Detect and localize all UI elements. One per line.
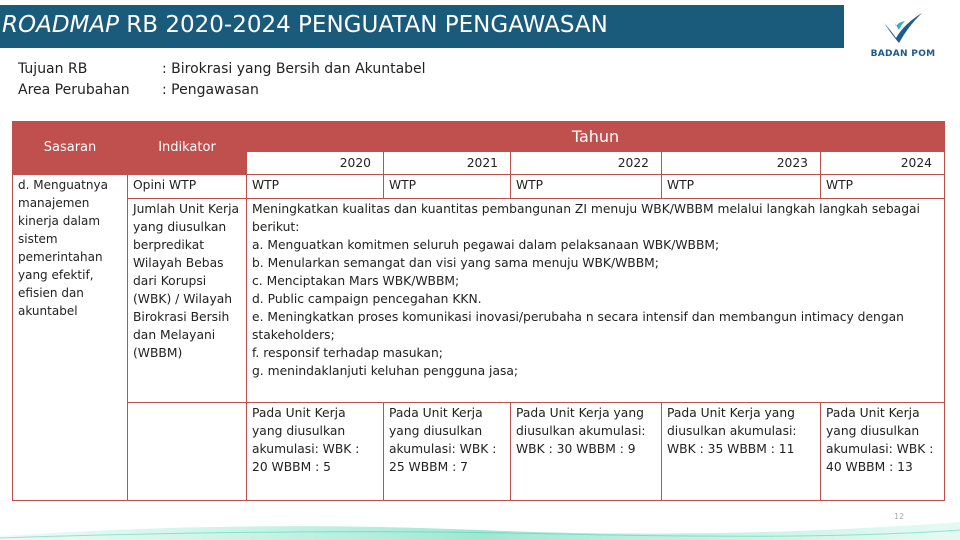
program-line: f. responsif terhadap masukan;: [252, 346, 443, 360]
sasaran-cell: d. Menguatnya manajemen kinerja dalam sistem pemerintahan yang efektif, efisien dan akuntabel: [13, 175, 128, 501]
wtp-2021: WTP: [384, 175, 511, 199]
target-2022: Pada Unit Kerja yang diusulkan akumulasi: WBK : 30 WBBM : 9: [511, 403, 662, 501]
header-indikator: Indikator: [128, 122, 247, 175]
roadmap-table: [12, 121, 945, 501]
page-title: [0, 5, 844, 48]
wtp-2020: WTP: [247, 175, 384, 199]
title-italic: ROADMAP: [2, 12, 119, 38]
program-line: c. Menciptakan Mars WBK/WBBM;: [252, 274, 460, 288]
header-sasaran: Sasaran: [13, 122, 128, 175]
target-2023: Pada Unit Kerja yang diusulkan akumulasi: WBK : 35 WBBM : 11: [662, 403, 821, 501]
year-2024: 2024: [821, 152, 945, 175]
wtp-2024: WTP: [821, 175, 945, 199]
header-tahun: Tahun: [247, 122, 945, 152]
badan-pom-emblem-icon: [882, 8, 924, 48]
tujuan-label: Tujuan RB: [18, 61, 88, 77]
program-line: g. menindaklanjuti keluhan pengguna jasa;: [252, 364, 519, 378]
area-label: Area Perubahan: [18, 82, 130, 98]
program-line: b. Menularkan semangat dan visi yang sama menuju WBK/WBBM;: [252, 256, 659, 270]
program-line: Meningkatkan kualitas dan kuantitas pembangunan ZI menuju WBK/WBBM melalui langkah langkah sebagai: [252, 202, 920, 216]
year-2022: 2022: [511, 152, 662, 175]
indikator-opini: Opini WTP: [128, 175, 247, 199]
target-2021: Pada Unit Kerja yang diusulkan akumulasi: WBK : 25 WBBM : 7: [384, 403, 511, 501]
decorative-wave: [0, 500, 960, 540]
area-value: : Pengawasan: [162, 82, 259, 98]
badan-pom-logo: [866, 8, 940, 62]
target-2020: Pada Unit Kerja yang diusulkan akumulasi: WBK : 20 WBBM : 5: [247, 403, 384, 501]
table-row-opini: [13, 175, 945, 199]
tujuan-value: : Birokrasi yang Bersih dan Akuntabel: [162, 61, 426, 77]
program-description: [247, 199, 945, 403]
indikator-empty: [128, 403, 247, 501]
program-line: berikut:: [252, 220, 300, 234]
year-2020: 2020: [247, 152, 384, 175]
program-line: a. Menguatkan komitmen seluruh pegawai dalam pelaksanaan WBK/WBBM;: [252, 238, 720, 252]
wtp-2022: WTP: [511, 175, 662, 199]
indikator-wbk: Jumlah Unit Kerja yang diusulkan berpredikat Wilayah Bebas dari Korupsi (WBK) / Wilayah Birokrasi Bersih dan Melayani (WBBM): [128, 199, 247, 403]
table-row-wbk: [13, 199, 945, 403]
program-line: d. Public campaign pencegahan KKN.: [252, 292, 482, 306]
program-line: e. Meningkatkan proses komunikasi inovasi/perubaha n secara intensif dan membangun intimacy dengan: [252, 310, 904, 324]
program-line: stakeholders;: [252, 328, 335, 342]
wtp-2023: WTP: [662, 175, 821, 199]
year-2021: 2021: [384, 152, 511, 175]
page-number: 12: [894, 512, 905, 521]
header-row: [13, 122, 945, 152]
title-rest: RB 2020-2024 PENGUATAN PENGAWASAN: [118, 12, 608, 38]
logo-text: BADAN POM: [870, 49, 936, 59]
table-row-akumulasi: [13, 403, 945, 501]
year-2023: 2023: [662, 152, 821, 175]
target-2024: Pada Unit Kerja yang diusulkan akumulasi: WBK : 40 WBBM : 13: [821, 403, 945, 501]
